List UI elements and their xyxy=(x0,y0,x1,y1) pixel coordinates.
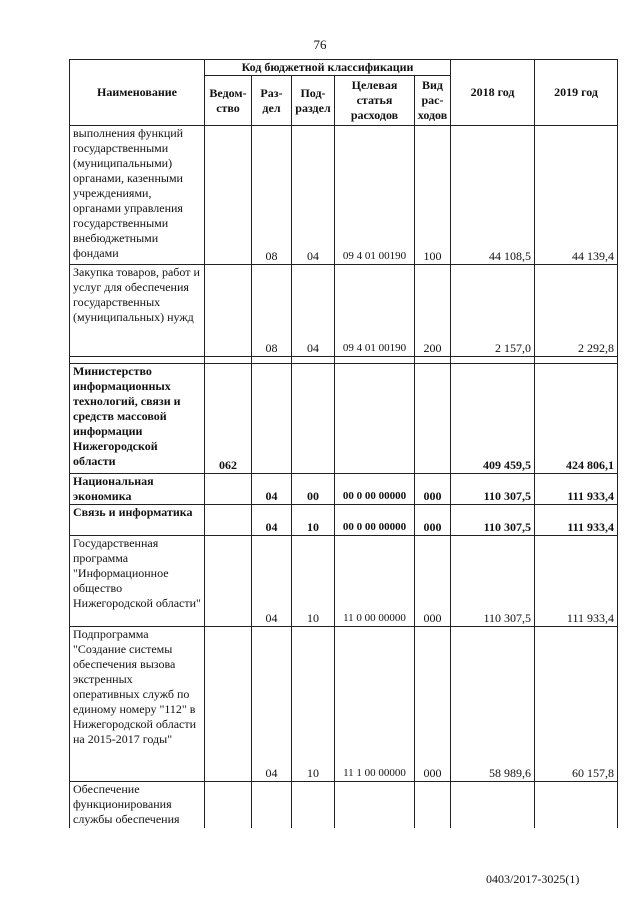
row-name: Министерство информационных технологий, связи и средств массовой информации Нижегородской области xyxy=(70,364,205,474)
row-section: 08 xyxy=(252,126,292,265)
page-number: 76 xyxy=(313,37,327,52)
row-name: Национальная экономика xyxy=(70,474,205,505)
row-2018: 58 989,6 xyxy=(451,627,535,782)
row-expense-type: 000 xyxy=(415,474,451,505)
row-name: Связь и информатика xyxy=(70,505,205,536)
header-expense-type: Вид рас-ходов xyxy=(415,76,451,126)
row-section: 04 xyxy=(252,627,292,782)
row-subsection: 10 xyxy=(292,505,335,536)
row-2018: 44 108,5 xyxy=(451,126,535,265)
header-2019: 2019 год xyxy=(535,60,618,126)
row-department xyxy=(205,536,252,627)
row-target-item: 09 4 01 00190 xyxy=(335,265,415,357)
row-department xyxy=(205,265,252,357)
row-section: 08 xyxy=(252,265,292,357)
row-target-item xyxy=(335,364,415,474)
row-department xyxy=(205,126,252,265)
header-target-item: Целевая статья расходов xyxy=(335,76,415,126)
row-name: Закупка товаров, работ и услуг для обеспечения государственных (муниципальных) нужд xyxy=(70,265,205,357)
header-budget-code-group: Код бюджетной классификации xyxy=(205,60,451,76)
header-section: Раз-дел xyxy=(252,76,292,126)
row-name: Государственная программа "Информационное общество Нижегородской области" xyxy=(70,536,205,627)
row-target-item: 00 0 00 00000 xyxy=(335,474,415,505)
table-row xyxy=(70,782,618,828)
row-2018: 110 307,5 xyxy=(451,474,535,505)
row-target-item: 00 0 00 00000 xyxy=(335,505,415,536)
table-row xyxy=(70,364,618,474)
header-2018: 2018 год xyxy=(451,60,535,126)
row-expense-type: 100 xyxy=(415,126,451,265)
row-subsection: 00 xyxy=(292,474,335,505)
row-2018: 409 459,5 xyxy=(451,364,535,474)
row-subsection: 10 xyxy=(292,627,335,782)
row-subsection xyxy=(292,364,335,474)
table-row xyxy=(70,505,618,536)
row-section xyxy=(252,364,292,474)
row-subsection: 04 xyxy=(292,265,335,357)
header-subsection: Под-раздел xyxy=(292,76,335,126)
row-expense-type: 200 xyxy=(415,265,451,357)
row-department: 062 xyxy=(205,364,252,474)
row-department xyxy=(205,505,252,536)
document-code: 0403/2017-3025(1) xyxy=(486,872,580,886)
table-row xyxy=(70,126,618,265)
row-subsection: 04 xyxy=(292,126,335,265)
row-2019: 111 933,4 xyxy=(535,474,618,505)
row-department xyxy=(205,627,252,782)
row-2019: 111 933,4 xyxy=(535,505,618,536)
row-section: 04 xyxy=(252,536,292,627)
row-2019: 2 292,8 xyxy=(535,265,618,357)
row-target-item: 11 1 00 00000 xyxy=(335,627,415,782)
row-name: выполнения функций государственными (муниципальными) органами, казенными учреждениями, органами управления государственными внебюджетными фондами xyxy=(70,126,205,265)
row-2018: 110 307,5 xyxy=(451,505,535,536)
row-target-item: 09 4 01 00190 xyxy=(335,126,415,265)
row-expense-type: 000 xyxy=(415,505,451,536)
row-section: 04 xyxy=(252,474,292,505)
row-expense-type: 000 xyxy=(415,627,451,782)
spacer-row xyxy=(70,357,618,364)
row-section: 04 xyxy=(252,505,292,536)
header-name: Наименование xyxy=(70,60,205,126)
row-department xyxy=(205,474,252,505)
table-row xyxy=(70,536,618,627)
row-expense-type xyxy=(415,364,451,474)
header-department: Ведом-ство xyxy=(205,76,252,126)
row-subsection: 10 xyxy=(292,536,335,627)
row-expense-type: 000 xyxy=(415,536,451,627)
row-2019: 44 139,4 xyxy=(535,126,618,265)
table-row xyxy=(70,474,618,505)
table-row xyxy=(70,627,618,782)
row-name: Подпрограмма "Создание системы обеспечения вызова экстренных оперативных служб по единому номеру "112" в Нижегородской области на 2015-2017 годы" xyxy=(70,627,205,782)
row-2019: 424 806,1 xyxy=(535,364,618,474)
row-2018: 110 307,5 xyxy=(451,536,535,627)
table-row xyxy=(70,265,618,357)
row-2018: 2 157,0 xyxy=(451,265,535,357)
row-2019: 111 933,4 xyxy=(535,536,618,627)
row-target-item: 11 0 00 00000 xyxy=(335,536,415,627)
budget-table xyxy=(69,59,618,828)
row-2019: 60 157,8 xyxy=(535,627,618,782)
row-name: Обеспечение функционирования службы обеспечения xyxy=(70,782,205,828)
